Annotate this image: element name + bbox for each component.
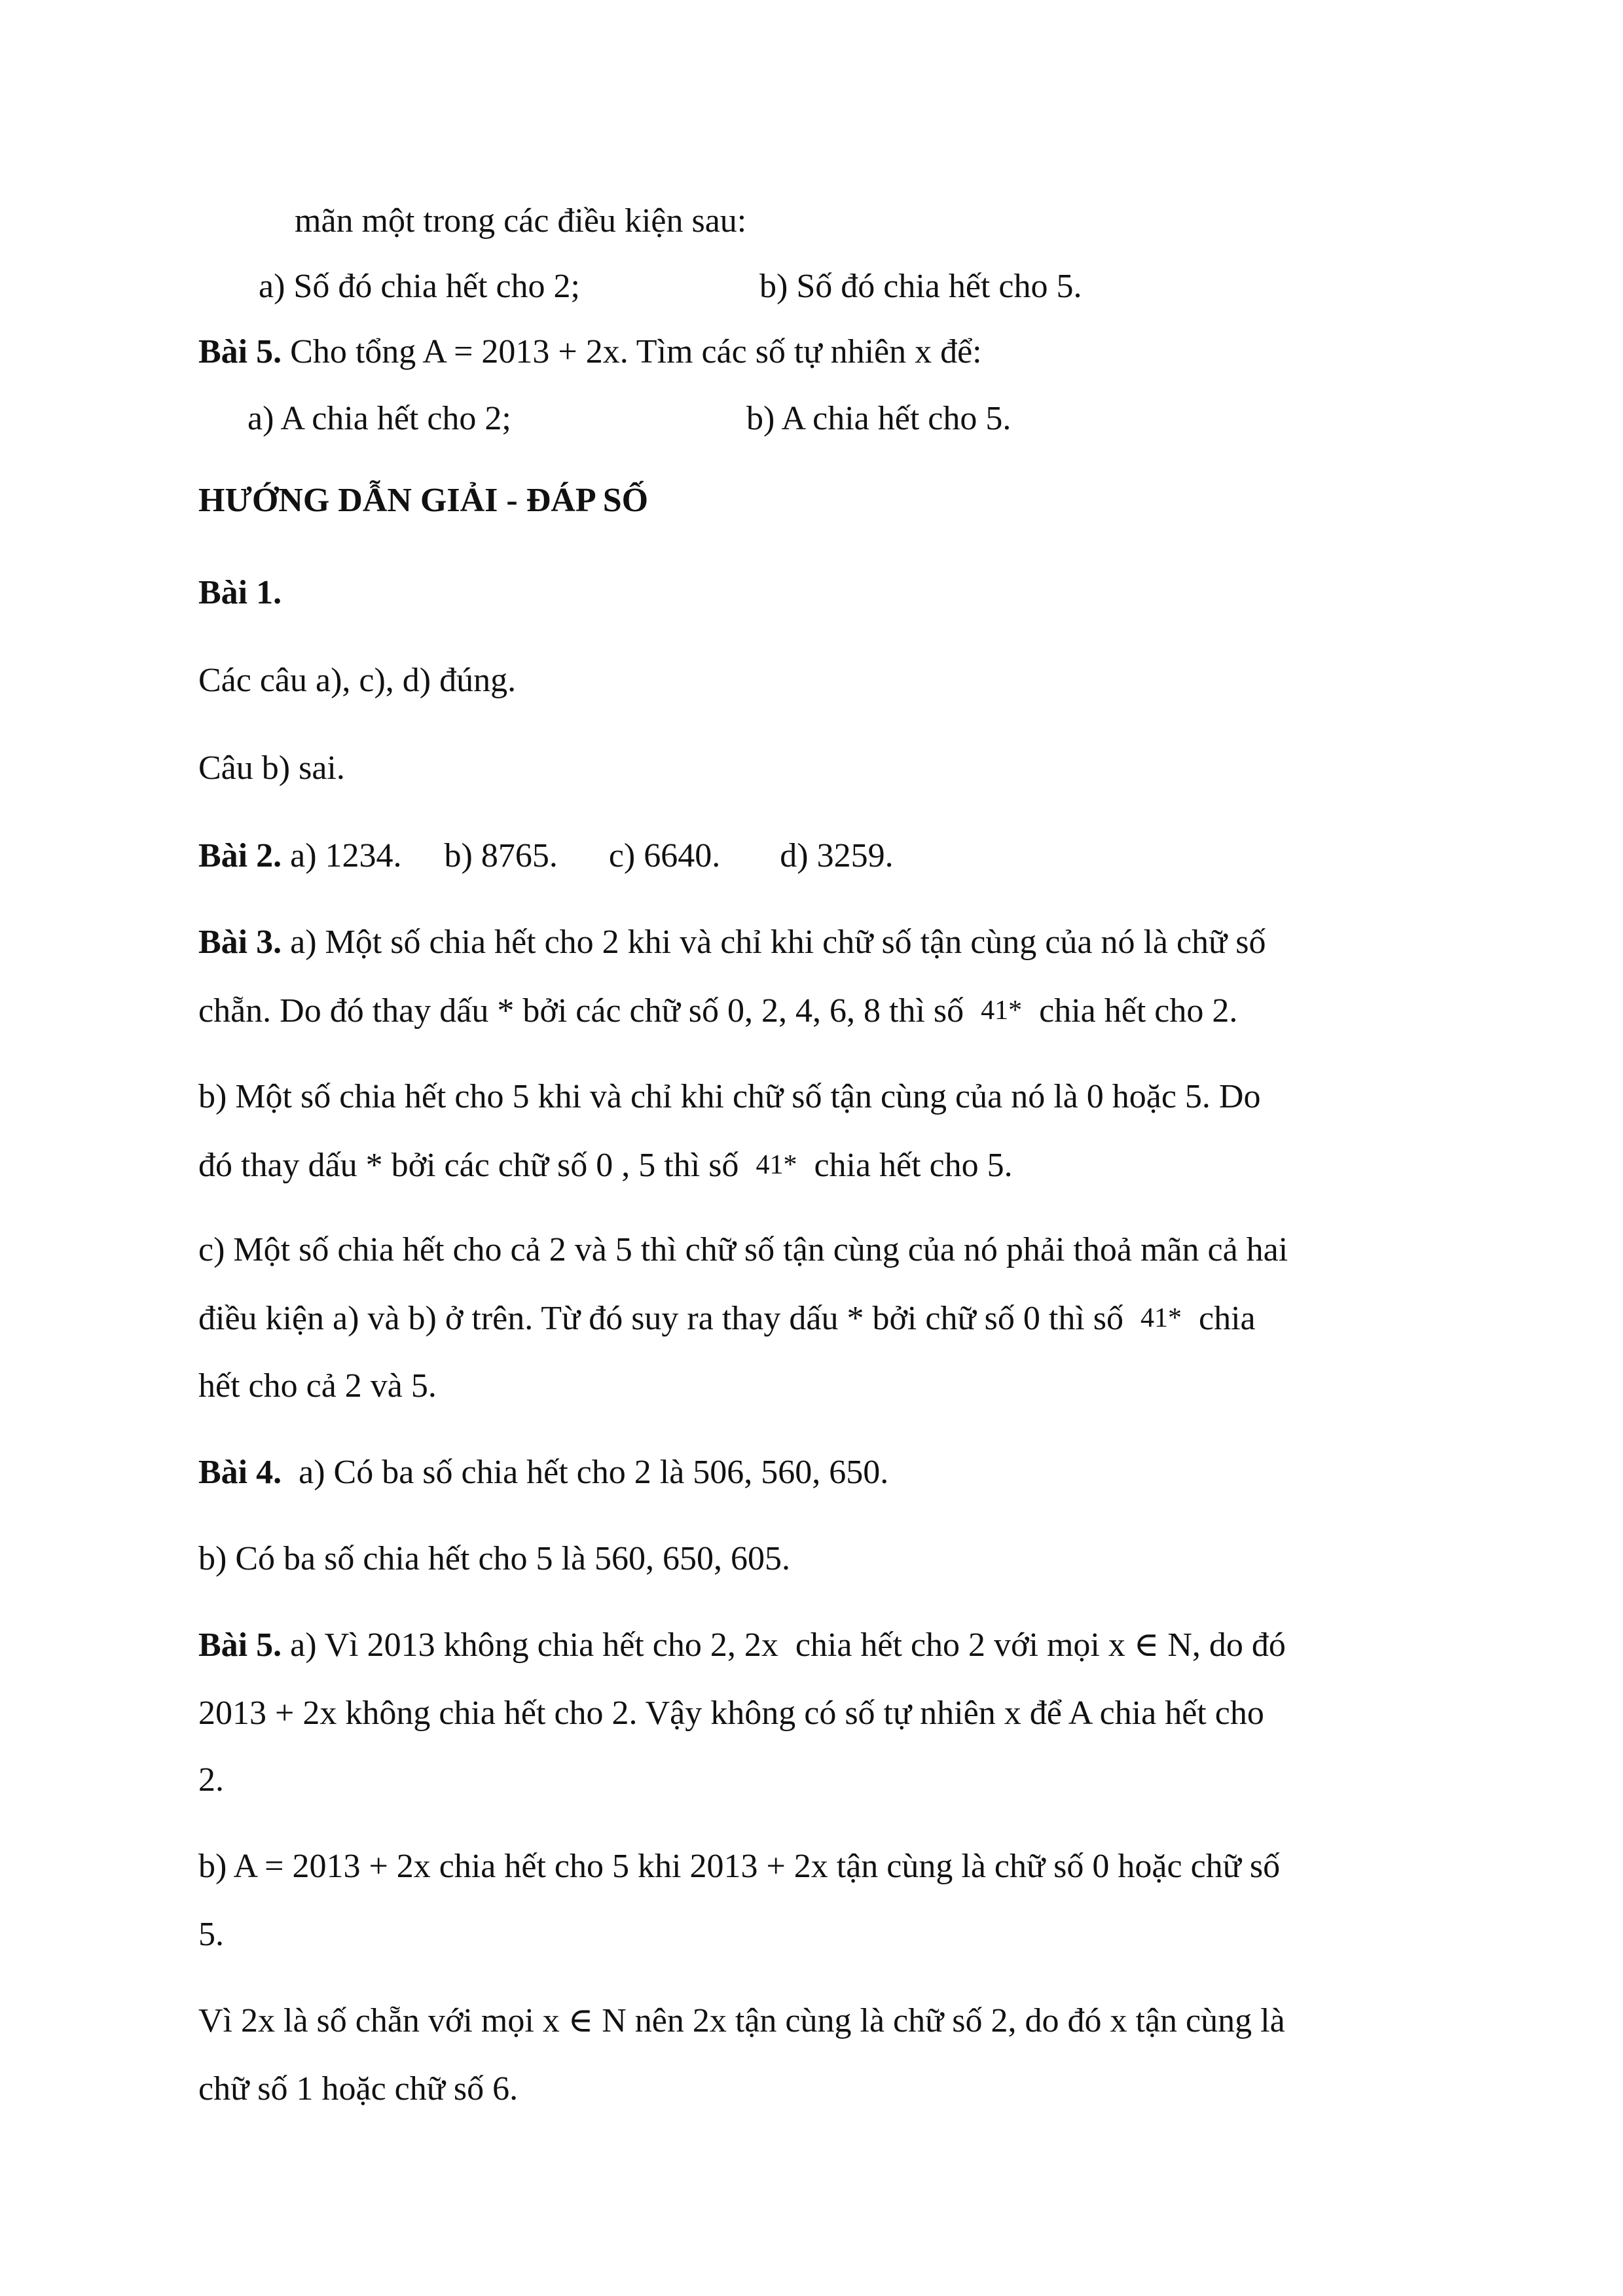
star-number: 41* xyxy=(1140,1303,1182,1333)
bai5-option-b: b) A chia hết cho 5. xyxy=(746,400,1012,437)
s1-line-2: Câu b) sai. xyxy=(198,749,345,787)
s3-c-text-2: điều kiện a) và b) ở trên. Từ đó suy ra thay dấu * bởi chữ số 0 thì số xyxy=(198,1300,1141,1337)
bai4-option-a: a) Số đó chia hết cho 2; xyxy=(259,268,580,305)
s3-a-line-2 xyxy=(198,991,1237,1031)
s3-a-text-3: chia hết cho 2. xyxy=(1022,992,1238,1030)
s3-b-line-1: b) Một số chia hết cho 5 khi và chỉ khi chữ số tận cùng của nó là 0 hoặc 5. Do xyxy=(198,1078,1261,1115)
s4-line-a xyxy=(198,1453,888,1492)
bai4-option-b: b) Số đó chia hết cho 5. xyxy=(759,268,1082,305)
intro-tail: mãn một trong các điều kiện sau: xyxy=(295,202,747,240)
s4-text-a: a) Có ba số chia hết cho 2 là 506, 560, 650. xyxy=(282,1454,889,1491)
s3-a-line-1 xyxy=(198,923,1266,962)
s2-label: Bài 2. xyxy=(198,837,282,874)
s5-label: Bài 5. xyxy=(198,1626,282,1664)
solutions-heading: HƯỚNG DẪN GIẢI - ĐÁP SỐ xyxy=(198,482,649,519)
s5-a-line-2: 2013 + 2x không chia hết cho 2. Vậy không có số tự nhiên x để A chia hết cho xyxy=(198,1695,1264,1732)
s5-a-text-1: a) Vì 2013 không chia hết cho 2, 2x chia hết cho 2 với mọi x ∈ N, do đó xyxy=(282,1626,1286,1664)
s3-c-text-3: chia xyxy=(1182,1300,1256,1337)
s5-c-line-1: Vì 2x là số chẵn với mọi x ∈ N nên 2x tận cùng là chữ số 2, do đó x tận cùng là xyxy=(198,2002,1285,2039)
star-number: 41* xyxy=(756,1150,797,1180)
s5-a-line-3: 2. xyxy=(198,1761,224,1799)
s3-b-text-2: đó thay dấu * bởi các chữ số 0 , 5 thì số xyxy=(198,1147,756,1184)
s3-c-line-1: c) Một số chia hết cho cả 2 và 5 thì chữ số tận cùng của nó phải thoả mãn cả hai xyxy=(198,1231,1288,1268)
bai5-text: Cho tổng A = 2013 + 2x. Tìm các số tự nhiên x để: xyxy=(282,333,982,370)
s4-label: Bài 4. xyxy=(198,1454,282,1491)
s5-b-line-1: b) A = 2013 + 2x chia hết cho 5 khi 2013 + 2x tận cùng là chữ số 0 hoặc chữ số xyxy=(198,1848,1281,1885)
s3-b-line-2 xyxy=(198,1145,1013,1185)
s5-b-line-2: 5. xyxy=(198,1916,224,1953)
s3-a-text-1: a) Một số chia hết cho 2 khi và chỉ khi chữ số tận cùng của nó là chữ số xyxy=(282,924,1266,961)
s3-b-text-3: chia hết cho 5. xyxy=(797,1147,1013,1184)
bai5-label: Bài 5. xyxy=(198,333,282,370)
s3-c-line-2 xyxy=(198,1299,1256,1338)
s3-label: Bài 3. xyxy=(198,924,282,961)
s4-line-b: b) Có ba số chia hết cho 5 là 560, 650, 605. xyxy=(198,1540,791,1577)
star-number: 41* xyxy=(981,996,1023,1026)
bai5-option-a: a) A chia hết cho 2; xyxy=(247,400,511,437)
bai5-question xyxy=(198,332,982,372)
s2-text: a) 1234. b) 8765. c) 6640. d) 3259. xyxy=(282,837,894,874)
s1-line-1: Các câu a), c), d) đúng. xyxy=(198,662,517,699)
s3-a-text-2: chẵn. Do đó thay dấu * bởi các chữ số 0, 2, 4, 6, 8 thì số xyxy=(198,992,981,1030)
s2-answer xyxy=(198,836,894,876)
s5-c-line-2: chữ số 1 hoặc chữ số 6. xyxy=(198,2070,519,2108)
s3-c-line-3: hết cho cả 2 và 5. xyxy=(198,1367,437,1405)
s1-label: Bài 1. xyxy=(198,574,282,611)
s5-a-line-1 xyxy=(198,1626,1286,1665)
